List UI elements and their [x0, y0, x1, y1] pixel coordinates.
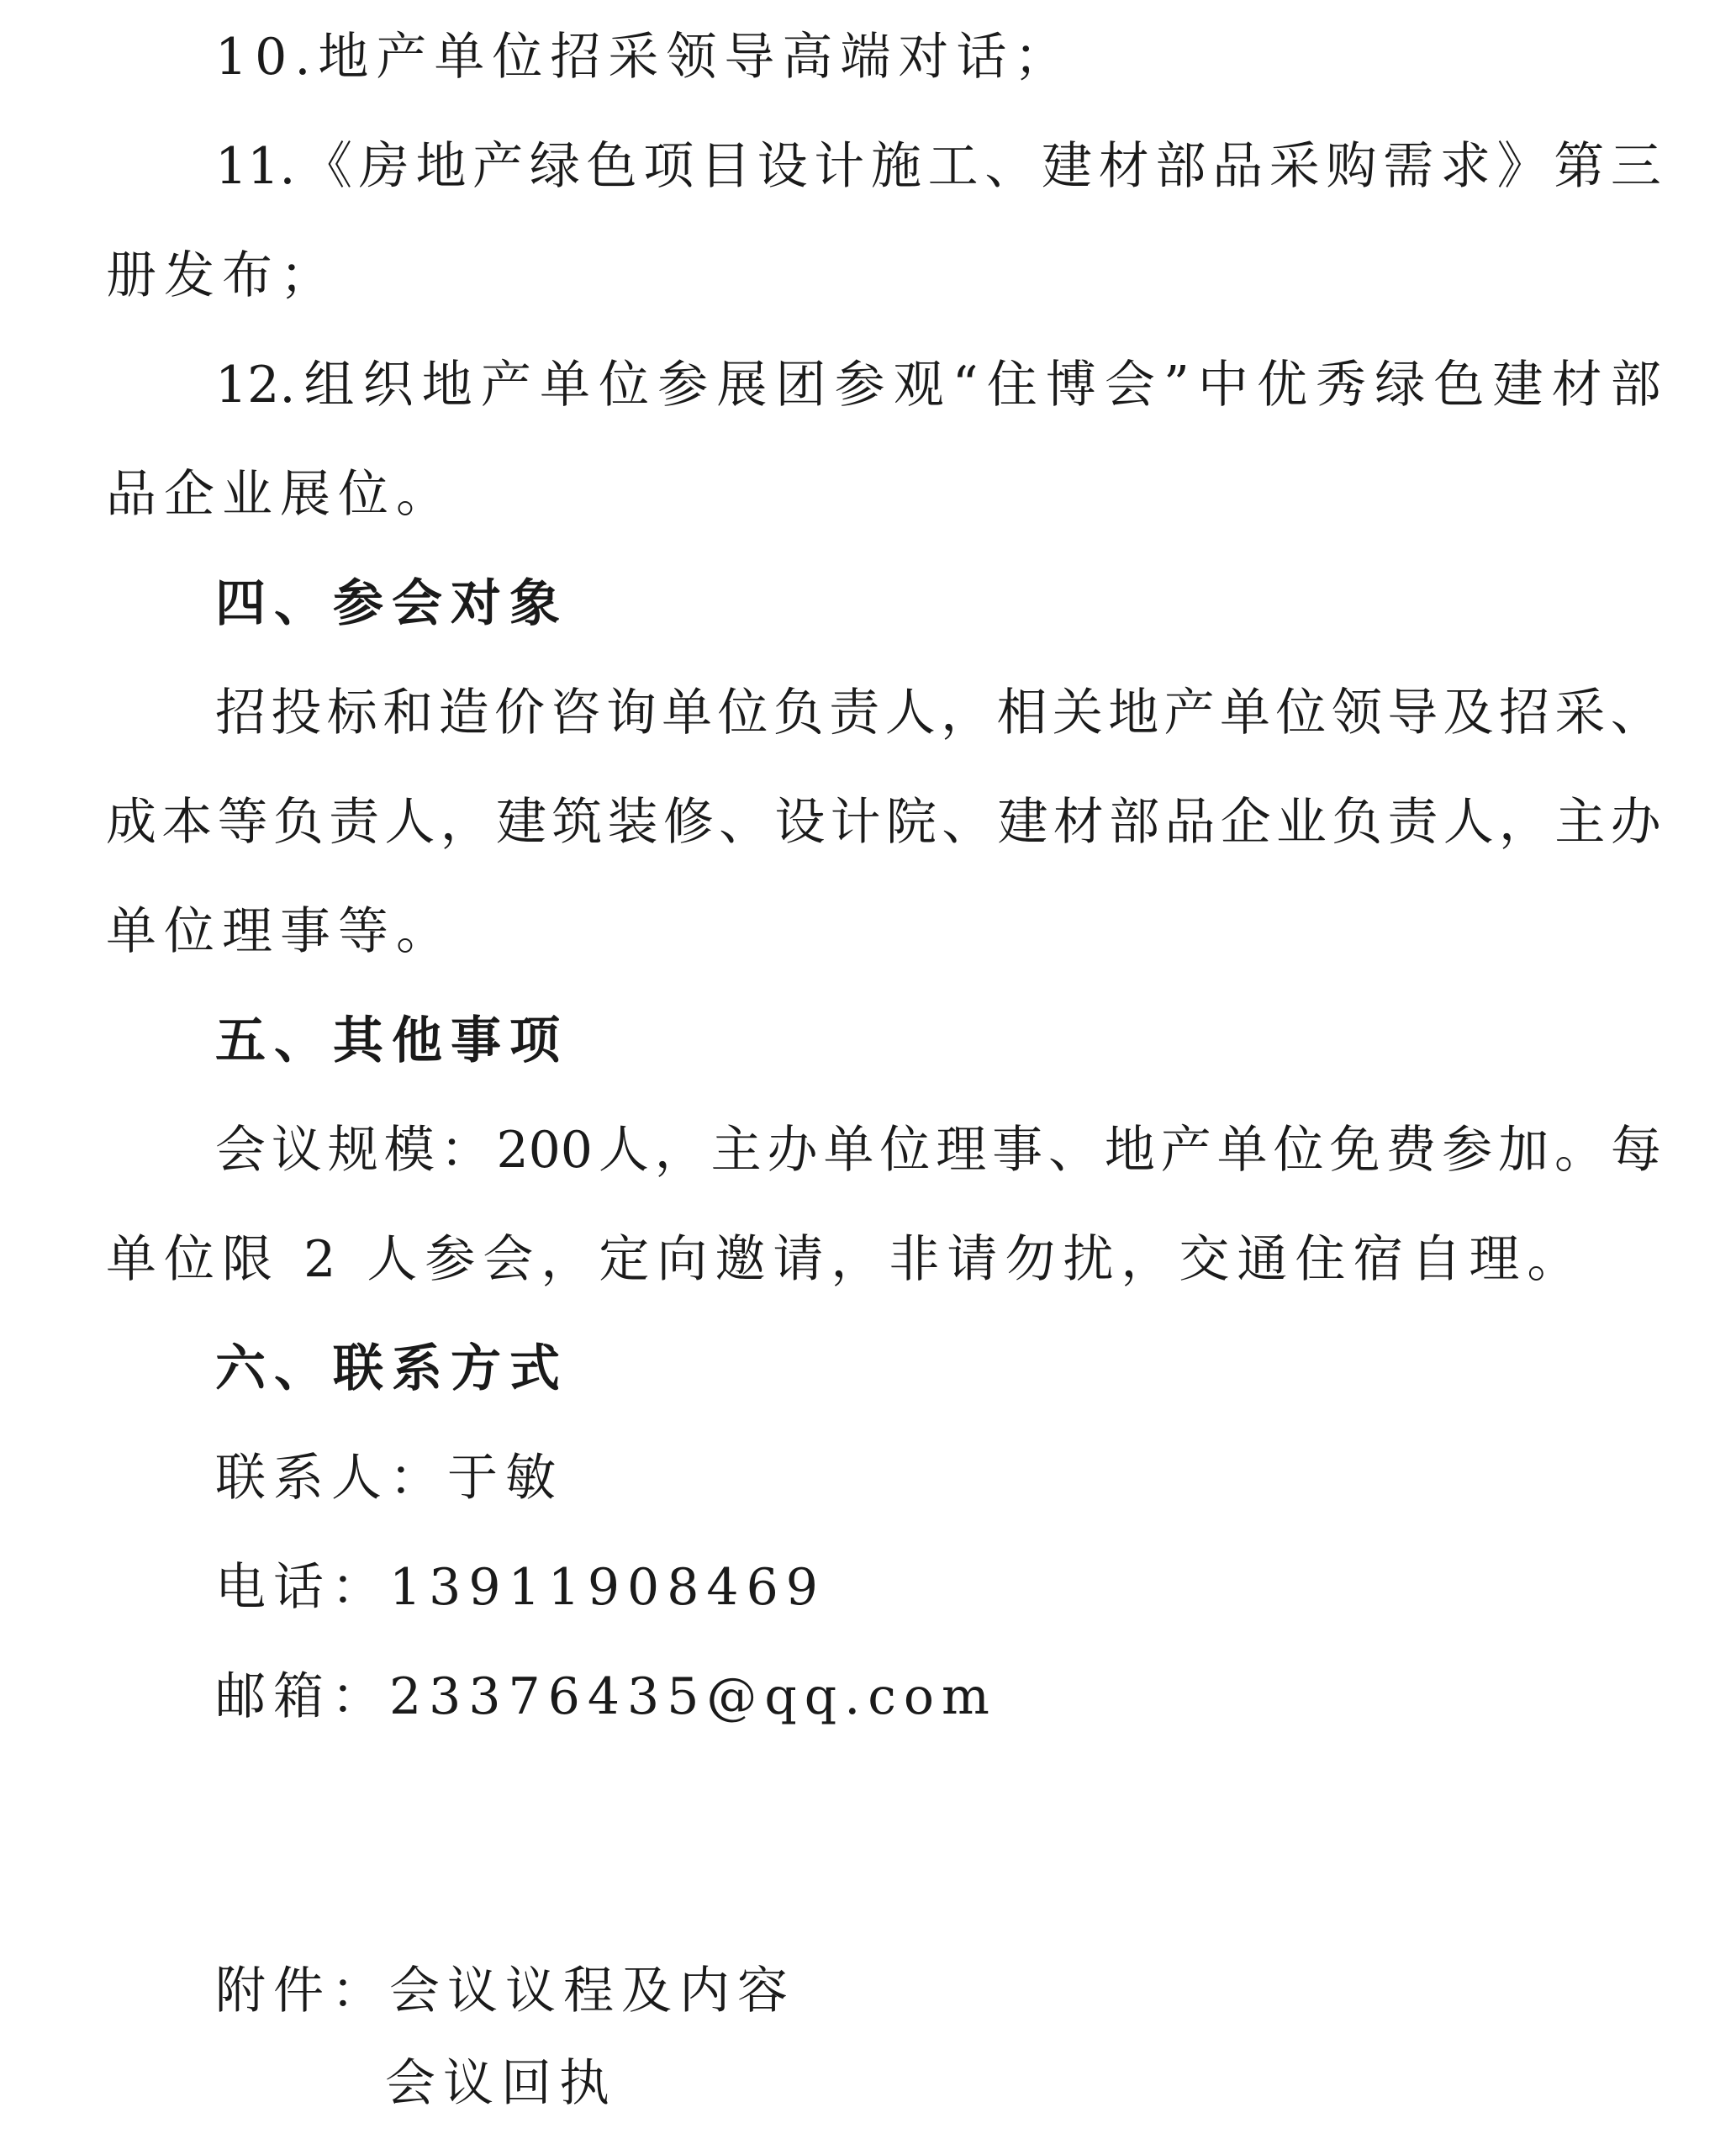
glyph: 色	[586, 137, 637, 196]
agenda-item-12-line2: 品企业展位。	[106, 465, 454, 524]
glyph: 办	[767, 1121, 818, 1180]
glyph: 材	[1551, 356, 1602, 415]
glyph: 位	[1273, 1121, 1324, 1180]
glyph: 人	[884, 684, 936, 742]
glyph: 企	[1220, 793, 1271, 852]
glyph: 建	[1492, 356, 1543, 415]
glyph: 、	[942, 793, 993, 852]
glyph: 责	[829, 684, 880, 742]
attachment-line1: 附件：会议议程及内容	[215, 1962, 795, 2020]
glyph: ，	[941, 684, 992, 742]
glyph: 议	[271, 1121, 322, 1180]
glyph: 组	[303, 356, 355, 415]
glyph: 房	[358, 137, 409, 196]
glyph: 需	[1383, 137, 1434, 196]
glyph: 标	[326, 684, 377, 742]
glyph: 建	[997, 793, 1048, 852]
glyph: 价	[493, 684, 545, 742]
glyph: 责	[1387, 793, 1438, 852]
glyph: 主	[1554, 793, 1606, 852]
glyph: 色	[1433, 356, 1485, 415]
glyph: 织	[362, 356, 414, 415]
glyph: 展	[716, 356, 768, 415]
glyph: 三	[1610, 137, 1661, 196]
glyph: 费	[1385, 1121, 1437, 1180]
glyph: 采	[1554, 684, 1606, 742]
agenda-item-11-line1	[215, 136, 1661, 197]
glyph: 设	[757, 137, 808, 196]
glyph: ，	[1499, 793, 1550, 852]
glyph: 规	[327, 1121, 378, 1180]
glyph: 理	[936, 1121, 987, 1180]
agenda-item-10: 10.地产单位招采领导高端对话；	[215, 28, 1073, 87]
other-matters-line2: 单位限 2 人参会，定向邀请，非请勿扰，交通住宿自理。	[106, 1230, 1586, 1289]
glyph: 模	[383, 1121, 435, 1180]
agenda-item-11-line2: 册发布；	[106, 246, 338, 305]
glyph: 绿	[529, 137, 580, 196]
glyph: 责	[329, 793, 380, 852]
glyph: 负	[272, 793, 324, 852]
glyph: 会	[215, 1121, 266, 1180]
glyph: 相	[996, 684, 1047, 742]
glyph: 中	[1197, 356, 1248, 415]
glyph: 位	[717, 684, 768, 742]
glyph: 地	[421, 356, 472, 415]
contact-email: 邮箱：23376435@qq.com	[215, 1667, 997, 1726]
glyph: 项	[643, 137, 694, 196]
glyph: 办	[1610, 793, 1661, 852]
glyph: 每	[1610, 1121, 1661, 1180]
glyph: 地	[1108, 684, 1159, 742]
glyph: 产	[472, 137, 524, 196]
glyph: 询	[605, 684, 657, 742]
glyph: 计	[814, 137, 865, 196]
attendees-paragraph-line2	[106, 792, 1661, 853]
glyph: 目	[699, 137, 751, 196]
glyph: 人	[1443, 793, 1494, 852]
glyph: 修	[662, 793, 714, 852]
glyph: 导	[1387, 684, 1438, 742]
glyph: 负	[773, 684, 824, 742]
glyph: 、	[1048, 1121, 1099, 1180]
glyph: ，	[654, 1121, 705, 1180]
glyph: 免	[1329, 1121, 1380, 1180]
glyph: 、	[1610, 684, 1661, 742]
glyph: 建	[495, 793, 546, 852]
glyph: 装	[607, 793, 658, 852]
glyph: 建	[1042, 137, 1093, 196]
glyph: 200	[496, 1121, 593, 1180]
glyph: 求	[1439, 137, 1491, 196]
glyph: 、	[719, 793, 770, 852]
glyph: 单	[1220, 684, 1271, 742]
glyph: 咨	[550, 684, 601, 742]
glyph: 人	[384, 793, 435, 852]
section-heading-contact: 六、联系方式	[215, 1339, 568, 1398]
glyph: 参	[657, 356, 709, 415]
glyph: 观	[893, 356, 944, 415]
glyph: 加	[1498, 1121, 1549, 1180]
attachment-line2: 会议回执	[385, 2054, 617, 2113]
glyph: 住	[986, 356, 1037, 415]
glyph: 材	[1053, 793, 1104, 852]
glyph: 等	[217, 793, 268, 852]
glyph: 关	[1052, 684, 1103, 742]
glyph: 筑	[551, 793, 603, 852]
glyph: 院	[885, 793, 937, 852]
glyph: 领	[1331, 684, 1382, 742]
glyph: 招	[215, 684, 266, 742]
glyph: 位	[1275, 684, 1327, 742]
glyph: 产	[1160, 1121, 1211, 1180]
glyph: 事	[992, 1121, 1043, 1180]
glyph: 施	[870, 137, 921, 196]
glyph: 单	[662, 684, 713, 742]
agenda-item-12-line1	[215, 355, 1661, 415]
attendees-paragraph-line3: 单位理事等。	[106, 902, 454, 961]
glyph: ，	[440, 793, 491, 852]
glyph: 。	[1554, 1121, 1606, 1180]
glyph: 部	[1610, 356, 1661, 415]
glyph: 、	[984, 137, 1036, 196]
glyph: 单	[1216, 1121, 1268, 1180]
section-heading-attendees: 四、参会对象	[215, 574, 568, 633]
glyph: 产	[480, 356, 531, 415]
glyph: 购	[1326, 137, 1377, 196]
glyph: ：	[440, 1121, 491, 1180]
glyph: 品	[1164, 793, 1216, 852]
other-matters-line1	[215, 1120, 1661, 1180]
glyph: 工	[927, 137, 979, 196]
glyph: 和	[383, 684, 434, 742]
glyph: 参	[834, 356, 885, 415]
glyph: 设	[774, 793, 826, 852]
glyph: 》	[1496, 137, 1548, 196]
contact-phone: 电话：13911908469	[215, 1558, 826, 1617]
glyph: 负	[1332, 793, 1383, 852]
glyph: 材	[1098, 137, 1149, 196]
glyph: 部	[1109, 793, 1160, 852]
glyph: 计	[830, 793, 881, 852]
glyph: 品	[1212, 137, 1264, 196]
glyph: 人	[598, 1121, 649, 1180]
glyph: 参	[1442, 1121, 1493, 1180]
glyph: 单	[540, 356, 591, 415]
glyph: 优	[1257, 356, 1308, 415]
glyph: 地	[415, 137, 467, 196]
glyph: ”	[1163, 356, 1190, 415]
glyph: 主	[710, 1121, 762, 1180]
glyph: 投	[271, 684, 322, 742]
glyph: 造	[438, 684, 489, 742]
glyph: 11.	[215, 137, 296, 196]
glyph: 本	[161, 793, 213, 852]
glyph: 博	[1045, 356, 1096, 415]
glyph: 采	[1269, 137, 1320, 196]
glyph: 业	[1275, 793, 1327, 852]
glyph: 单	[823, 1121, 874, 1180]
glyph: 位	[599, 356, 650, 415]
glyph: 地	[1104, 1121, 1155, 1180]
glyph: 部	[1155, 137, 1206, 196]
glyph: “	[952, 356, 979, 415]
attendees-paragraph-line1	[215, 683, 1661, 743]
glyph: 绿	[1375, 356, 1426, 415]
contact-person: 联系人：于敏	[215, 1449, 563, 1508]
glyph: 秀	[1316, 356, 1367, 415]
glyph: 产	[1163, 684, 1215, 742]
glyph: 位	[879, 1121, 931, 1180]
section-heading-other-matters: 五、其他事项	[215, 1011, 568, 1070]
glyph: 及	[1443, 684, 1494, 742]
glyph: 会	[1104, 356, 1155, 415]
glyph: 团	[775, 356, 826, 415]
glyph: 招	[1498, 684, 1549, 742]
glyph: 成	[106, 793, 156, 852]
glyph: 《	[302, 137, 353, 196]
glyph: 第	[1554, 137, 1605, 196]
glyph: 12.	[215, 356, 296, 415]
